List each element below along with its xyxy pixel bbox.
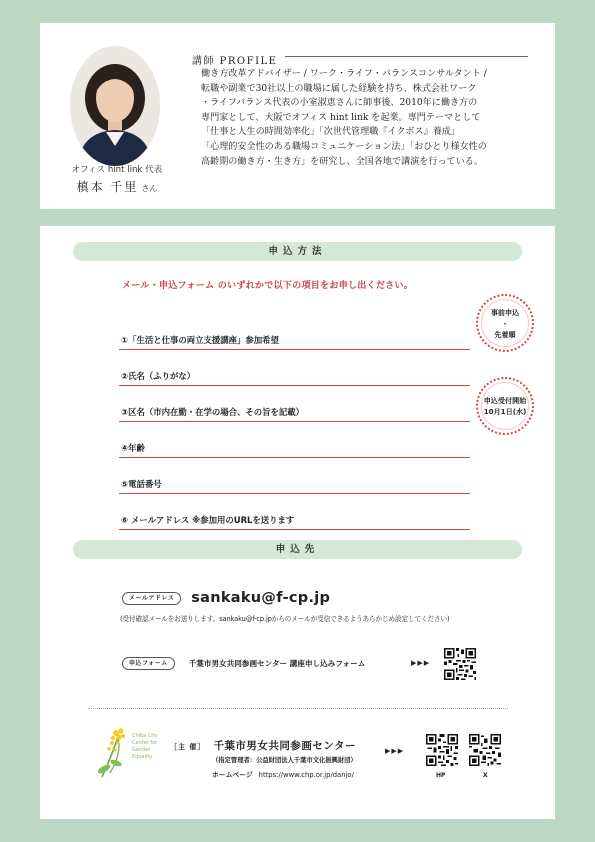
host-arrow-icon: ▶▶▶ bbox=[385, 747, 405, 755]
center-logo bbox=[92, 723, 166, 781]
application-card bbox=[40, 226, 555, 819]
x-qr-code[interactable] bbox=[469, 734, 501, 766]
field-label: ④年齢 bbox=[121, 443, 145, 453]
field-line bbox=[119, 422, 470, 458]
qr-x-label: X bbox=[483, 772, 488, 779]
email-row bbox=[122, 590, 330, 606]
badge-line: 10月1日(水) bbox=[483, 407, 527, 416]
field-label: ③区名（市内在勤・在学の場合、その旨を記載） bbox=[121, 407, 304, 417]
speaker-name: 槙本 千里 bbox=[76, 180, 139, 194]
homepage-qr-code[interactable] bbox=[426, 734, 458, 766]
field-label: ⑤電話番号 bbox=[121, 479, 162, 489]
speaker-photo bbox=[70, 46, 160, 166]
host-manager: （指定管理者：公益財団法人千葉市文化振興財団） bbox=[212, 757, 357, 764]
logo-text: Equality bbox=[132, 754, 153, 760]
qr-code-icon bbox=[444, 648, 476, 680]
form-arrow-icon: ▶▶▶ bbox=[411, 659, 431, 667]
email-note: (受付確認メールをお送りします。sankaku@f-cp.jpからのメールが受信できるようあらかじめ設定してください) bbox=[120, 615, 450, 623]
profile-card bbox=[40, 23, 555, 209]
qr-code-icon bbox=[469, 734, 501, 766]
section-title-application-method: 申込方法 bbox=[73, 242, 522, 261]
application-fields bbox=[119, 314, 470, 530]
badge-line: 先着順 bbox=[494, 329, 516, 339]
profile-line: 専門家として、大阪でオフィス hint link を起業。専門テーマとして bbox=[201, 112, 481, 123]
speaker-caption bbox=[58, 165, 176, 197]
logo-text: Gender bbox=[132, 747, 151, 753]
homepage-url[interactable]: https://www.chp.or.jp/danjo/ bbox=[258, 771, 354, 779]
profile-heading-label: 講師 PROFILE bbox=[192, 56, 285, 67]
host-tag: ［主 催］ bbox=[170, 743, 206, 751]
profile-text bbox=[201, 67, 531, 169]
homepage-line bbox=[212, 769, 354, 779]
application-start-badge bbox=[476, 377, 534, 435]
qr-code-icon bbox=[426, 734, 458, 766]
form-tag: 申込フォーム bbox=[122, 657, 175, 670]
field-line bbox=[119, 314, 470, 350]
form-row bbox=[122, 657, 365, 670]
field-line bbox=[119, 458, 470, 494]
field-label: ②氏名（ふりがな） bbox=[121, 371, 196, 381]
field-line bbox=[119, 350, 470, 386]
form-qr-code[interactable] bbox=[444, 648, 476, 680]
speaker-portrait-image bbox=[70, 46, 160, 166]
speaker-name-line bbox=[58, 178, 176, 197]
logo-text: Chiba City bbox=[132, 733, 158, 739]
field-label: ⑥ メールアドレス ※参加用のURLを送ります bbox=[121, 515, 295, 525]
profile-line: 働き方改革アドバイザー / ワーク・ライフ・バランスコンサルタント / bbox=[201, 69, 487, 79]
logo-text: Center for bbox=[132, 740, 158, 746]
footer-divider bbox=[88, 708, 508, 709]
host-name: 千葉市男女共同参画センター bbox=[213, 740, 357, 752]
email-link[interactable]: sankaku@f-cp.jp bbox=[191, 590, 331, 606]
field-label: ①「生活と仕事の両立支援講座」参加希望 bbox=[121, 335, 279, 345]
field-line bbox=[119, 494, 470, 530]
badge-line: 事前申込 bbox=[490, 307, 520, 317]
host-organization bbox=[170, 734, 356, 753]
speaker-honorific: さん bbox=[141, 184, 158, 193]
speaker-office: オフィス hint link 代表 bbox=[71, 165, 163, 175]
profile-line: 「仕事と人生の時間効率化」「次世代管理職『イクボス』養成」 bbox=[201, 127, 460, 138]
flower-logo-icon bbox=[92, 723, 166, 781]
advance-booking-badge bbox=[476, 294, 534, 352]
badge-line: 申込受付開始 bbox=[483, 396, 527, 405]
profile-line: 転職や副業で30社以上の職場に属した経験を持ち、株式会社ワーク bbox=[201, 83, 477, 94]
field-line bbox=[119, 386, 470, 422]
email-tag: メールアドレス bbox=[122, 592, 181, 605]
profile-line: 「心理的安全性のある職場コミュニケーション法」「おひとり様女性の bbox=[201, 141, 487, 152]
form-link[interactable]: 千葉市男女共同参画センター 講座申し込みフォーム bbox=[188, 659, 366, 668]
badge-line: ・ bbox=[501, 318, 509, 328]
application-intro: メール・申込フォーム のいずれかで以下の項目をお申し出ください。 bbox=[122, 281, 414, 291]
homepage-label: ホームページ bbox=[212, 771, 253, 779]
profile-heading bbox=[192, 49, 528, 67]
section-title-destination: 申込先 bbox=[73, 540, 522, 559]
profile-line: ・ライフバランス代表の小室淑恵さんに師事後、2010年に働き方の bbox=[201, 98, 478, 109]
profile-line: 高齢期の働き方・生き方」を研究し、全国各地で講演を行っている。 bbox=[201, 156, 483, 167]
qr-hp-label: HP bbox=[436, 772, 446, 779]
